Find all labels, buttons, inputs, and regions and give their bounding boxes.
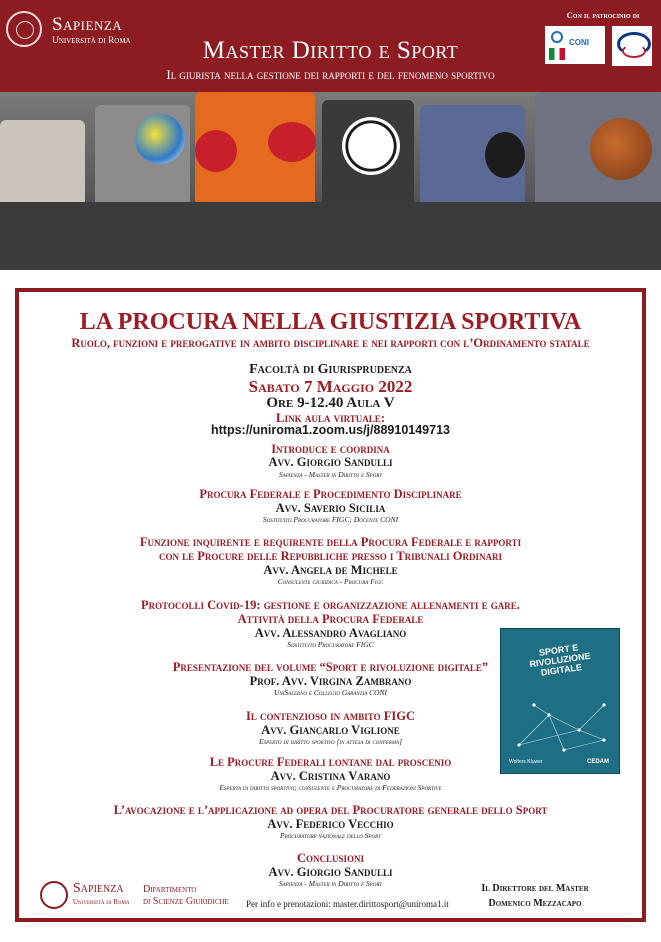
paralympic-logo bbox=[612, 26, 652, 66]
session-title-line1: Funzione inquirente e requirente della Procura Federale e rapporti bbox=[139, 535, 522, 549]
session-speaker-role: Sapienza - Master in Diritto e Sport bbox=[278, 879, 383, 888]
director-name: Domenico Mezzacapo bbox=[488, 898, 582, 909]
session-title: Procura Federale e Procedimento Disciplinare bbox=[199, 487, 462, 501]
session-speaker: Avv. Giorgio Sandulli bbox=[268, 865, 393, 879]
virtual-room-label: Link aula virtuale: bbox=[275, 410, 386, 425]
italian-flag-icon bbox=[549, 48, 565, 60]
session-speaker: Avv. Giorgio Sandulli bbox=[268, 455, 393, 469]
book-title: SPORT E RIVOLUZIONE DIGITALE bbox=[528, 642, 592, 678]
coni-logo-text: CONI bbox=[569, 38, 589, 47]
session-title: Le Procure Federali lontane dal proscenio bbox=[209, 755, 452, 769]
ping-pong-paddle-icon bbox=[485, 132, 525, 178]
master-title: Master Diritto e Sport bbox=[202, 37, 459, 64]
patronage-label: Con il patrocinio di bbox=[566, 10, 640, 20]
event-time-room: Ore 9-12.40 Aula V bbox=[266, 395, 395, 411]
session-speaker: Avv. Angela de Michele bbox=[263, 563, 398, 577]
session-title: Introduce e coordina bbox=[271, 442, 390, 456]
session-speaker-role: Esperto di diritto sportivo [in attesa di conferma] bbox=[258, 737, 403, 746]
paralympic-swirl-accent-icon bbox=[622, 44, 646, 58]
book-brand: CEDAM bbox=[587, 759, 609, 765]
session-speaker: Prof. Avv. Virgina Zambrano bbox=[249, 674, 412, 688]
session-speaker: Avv. Giancarlo Viglione bbox=[261, 723, 400, 737]
soccer-ball-icon bbox=[342, 117, 400, 175]
session-title-line2: con le Procure delle Repubbliche presso i Tribunali Ordinari bbox=[158, 549, 503, 563]
session-title: L’avocazione e l’applicazione ad opera del Procuratore generale dello Sport bbox=[113, 803, 548, 817]
boxing-glove-icon bbox=[268, 122, 316, 162]
footer-university-city: Università di Roma bbox=[73, 898, 130, 906]
basketball-icon bbox=[590, 118, 652, 180]
session-title: Conclusioni bbox=[296, 851, 365, 865]
master-subtitle: Il giurista nella gestione dei rapporti e del fenomeno sportivo bbox=[166, 67, 495, 82]
olympic-rings-icon bbox=[551, 31, 563, 43]
footer-university-name: Sapienza bbox=[73, 881, 124, 896]
session-title: Il contenzioso in ambito FIGC bbox=[246, 709, 415, 723]
bench bbox=[0, 202, 661, 270]
virtual-room-link[interactable]: https://uniroma1.zoom.us/j/88910149713 bbox=[211, 423, 450, 437]
university-name: Sapienza bbox=[52, 14, 123, 35]
session-title-line2: Attività della Procura Federale bbox=[237, 612, 424, 626]
session-speaker: Avv. Cristina Varano bbox=[270, 769, 391, 783]
university-city: Università di Roma bbox=[52, 36, 131, 46]
event-date: Sabato 7 Maggio 2022 bbox=[248, 377, 413, 396]
boxing-glove-icon bbox=[195, 130, 237, 172]
footer-department-line2: di Scienze Giuridiche bbox=[143, 896, 229, 907]
session-speaker: Avv. Federico Vecchio bbox=[267, 817, 394, 831]
sapienza-footer-seal-icon bbox=[40, 881, 68, 909]
faculty-label: Facoltà di Giurisprudenza bbox=[249, 362, 412, 377]
session-speaker-role: Sapienza - Master in Diritto e Sport bbox=[278, 470, 383, 479]
event-title: LA PROCURA NELLA GIUSTIZIA SPORTIVA bbox=[79, 309, 582, 335]
session-speaker: Avv. Saverio Sicilia bbox=[275, 501, 386, 515]
session-speaker-role: Consulente giuridica - Procura Figc bbox=[277, 577, 384, 586]
footer-contact-info: Per info e prenotazioni: master.dirittosport@uniroma1.it bbox=[246, 899, 449, 909]
session-speaker-role: UniSalerno e Collegio Garanzia CONI bbox=[273, 688, 388, 697]
session-speaker: Avv. Alessandro Avagliano bbox=[254, 626, 407, 640]
book-cover bbox=[500, 628, 620, 774]
session-title: Presentazione del volume “Sport e rivoluzione digitale” bbox=[172, 660, 489, 674]
event-subtitle: Ruolo, funzioni e prerogative in ambito disciplinare e nei rapporti con l’Ordinamento statale bbox=[71, 336, 590, 350]
session-speaker-role: Procuratore nazionale dello Sport bbox=[280, 831, 381, 840]
book-network-graphic bbox=[509, 695, 613, 755]
session-speaker-role: Sostituito Procuratore FIGC; Docente CONI bbox=[262, 515, 399, 524]
director-label: Il Direttore del Master bbox=[481, 883, 589, 894]
session-speaker-role: Esperta di diritto sportivo; consulente e Procuratore di Federazioni Sportive bbox=[219, 783, 442, 792]
session-speaker-role: Sostituito Procuratore FIGC bbox=[287, 640, 374, 649]
athletes-hero-photo bbox=[0, 92, 661, 270]
coni-logo bbox=[545, 26, 605, 64]
footer-department-line1: Dipartimento bbox=[143, 884, 197, 895]
volleyball-icon bbox=[135, 114, 185, 164]
session-title-line1: Protocolli Covid-19: gestione e organizzazione allenamenti e gare. bbox=[141, 598, 520, 612]
book-publisher: Wolters Kluwer bbox=[509, 759, 543, 765]
